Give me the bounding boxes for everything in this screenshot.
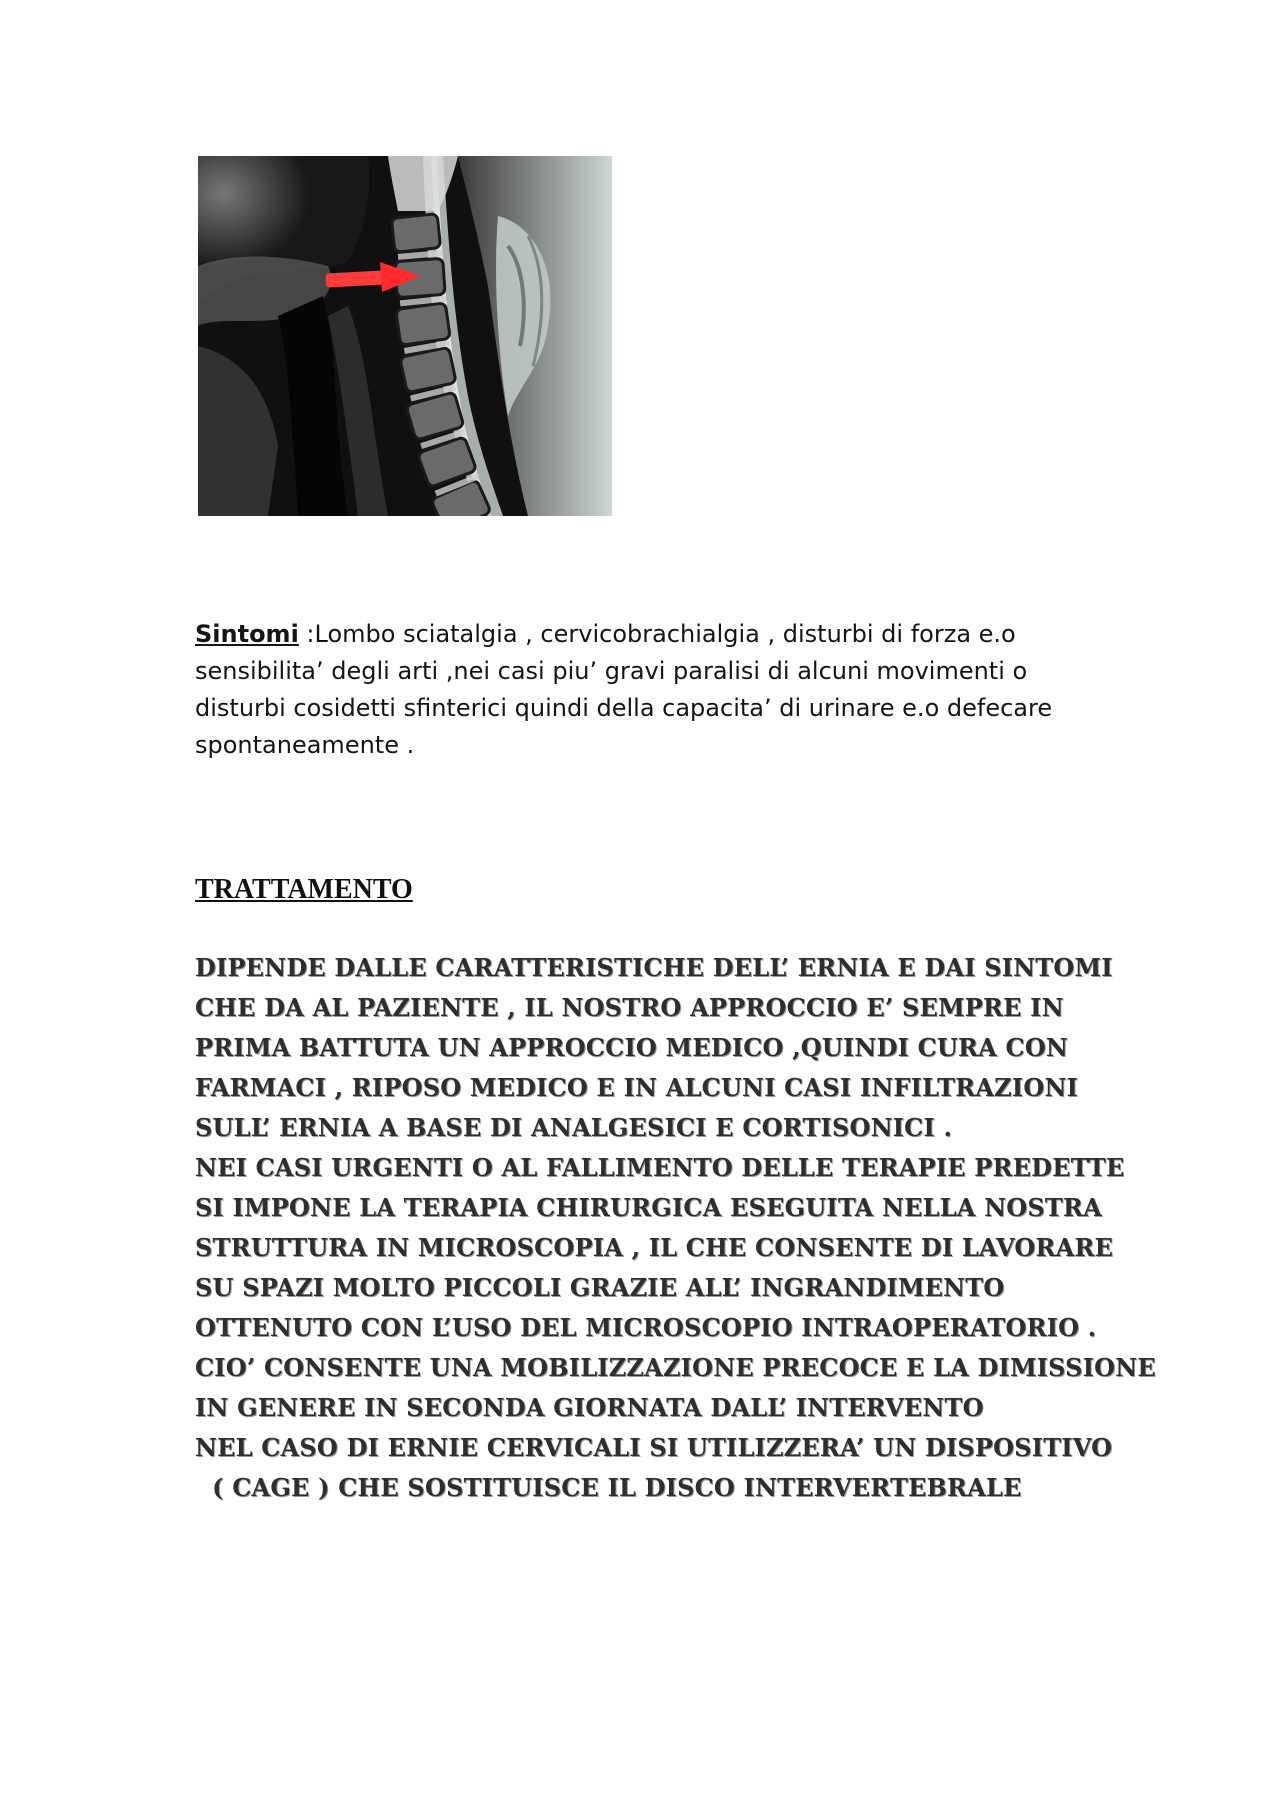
symptoms-label: Sintomi (195, 620, 299, 648)
treatment-line: STRUTTURA IN MICROSCOPIA , IL CHE CONSENTE DI LAVORARE (195, 1233, 1114, 1262)
treatment-line: IN GENERE IN SECONDA GIORNATA DALL’ INTERVENTO (195, 1393, 984, 1422)
treatment-line: SU SPAZI MOLTO PICCOLI GRAZIE ALL’ INGRANDIMENTO (195, 1273, 1005, 1302)
treatment-body (195, 948, 1156, 1508)
treatment-line: FARMACI , RIPOSO MEDICO E IN ALCUNI CASI INFILTRAZIONI (195, 1073, 1079, 1102)
treatment-line: SI IMPONE LA TERAPIA CHIRURGICA ESEGUITA NELLA NOSTRA (195, 1193, 1102, 1222)
treatment-line: OTTENUTO CON L’USO DEL MICROSCOPIO INTRAOPERATORIO . (195, 1313, 1097, 1342)
mri-icon (198, 156, 612, 516)
treatment-heading: TRATTAMENTO (195, 874, 413, 905)
symptoms-paragraph (195, 616, 1095, 764)
symptoms-text: :Lombo sciatalgia , cervicobrachialgia , disturbi di forza e.o sensibilita’ degli arti ,nei casi piu’ gravi paralisi di alcuni movimenti o disturbi cosidetti sfinterici quindi della capacita’ di urinare e.o defecare spontaneamente . (195, 620, 1053, 759)
treatment-line: NEI CASI URGENTI O AL FALLIMENTO DELLE TERAPIE PREDETTE (195, 1153, 1125, 1182)
treatment-line: PRIMA BATTUTA UN APPROCCIO MEDICO ,QUINDI CURA CON (195, 1033, 1069, 1062)
treatment-line: SULL’ ERNIA A BASE DI ANALGESICI E CORTISONICI . (195, 1113, 952, 1142)
treatment-line: CIO’ CONSENTE UNA MOBILIZZAZIONE PRECOCE E LA DIMISSIONE (195, 1353, 1156, 1382)
mri-cervical-spine-image (198, 156, 612, 516)
treatment-line: NEL CASO DI ERNIE CERVICALI SI UTILIZZERA’ UN DISPOSITIVO (195, 1433, 1113, 1462)
treatment-line: CHE DA AL PAZIENTE , IL NOSTRO APPROCCIO E’ SEMPRE IN (195, 993, 1064, 1022)
treatment-line: DIPENDE DALLE CARATTERISTICHE DELL’ ERNIA E DAI SINTOMI (195, 953, 1113, 982)
treatment-line: ( CAGE ) CHE SOSTITUISCE IL DISCO INTERVERTEBRALE (195, 1473, 1022, 1502)
